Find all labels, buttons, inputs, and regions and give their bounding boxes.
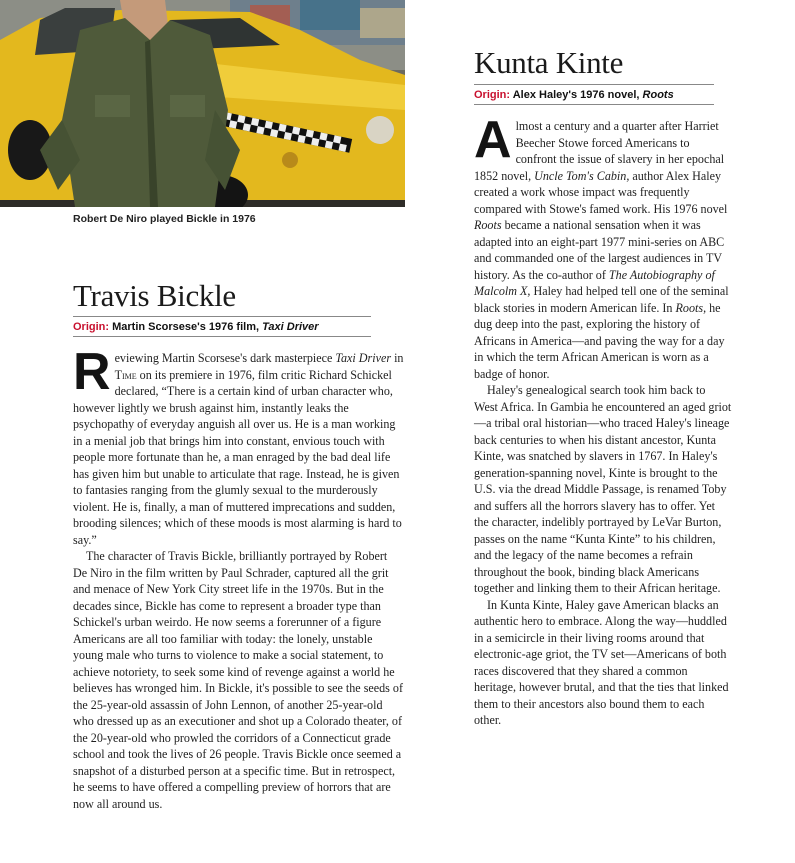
kunta-paragraph-1 (474, 111, 732, 382)
text-run: eviewing Martin Scorsese's dark masterpiece (114, 351, 333, 365)
travis-paragraph-2: The character of Travis Bickle, brilliantly portrayed by Robert De Niro in the film written by Paul Schrader, captured all the grit and menace of New York City street life in the 1970s. But in the decades since, Bickle has come to represent a broader type than Schickel's urban weirdo. He now seems a forerunner of a figure Americans are all too familiar with today: the lonely, unstable young male who turns to violence to make a social statement, to achieve notoriety, to seek some kind of revenge against a world he believes has wronged him. In Bickle, it's possible to see the seeds of the 25-year-old assassin of John Lennon, of another 25-year-old who dressed up as an executioner and shot up a Colorado theater, of the 20-year-old who prowled the corridors of a Connecticut grade school and took the lives of 26 people. Travis Bickle once seemed a snapshot of a disturbed person at a specific time. But in retrospect, he seems to have offered a compelling preview of horrors that are now all around us. (73, 549, 403, 811)
book-title: Roots (474, 218, 502, 232)
text-run: in (394, 351, 404, 365)
travis-paragraph-1 (73, 343, 404, 548)
origin-label: Origin: (474, 89, 511, 101)
kunta-title-rule (474, 84, 714, 85)
text-run: on its premiere in 1976, film critic Richard Schickel declared, “There is a certain kind of urban character who, however lightly we brush against him, instantly leaks the psychopathy of everyday anguish all over us. He is a man working in a menial job that brings him into constant, envious touch with people more fortunate than he, a man enraged by the bad deal life has given him but unable to articulate that rage. Instead, he is given to fantasies ranging from the glumly sexual to the murderously violent. He is, finally, a man of muttered imprecations and sudden, brooding silences; which of these moods is most alarming is hard to say.” (73, 367, 402, 547)
origin-source: Alex Haley's 1976 novel, (512, 89, 640, 101)
travis-title-rule (73, 316, 371, 317)
photo-illustration (0, 0, 405, 207)
travis-title: Travis Bickle (73, 278, 236, 313)
text-run: author Alex Haley created a work whose impact was frequently compared with Stowe's famed work. His 1976 novel (474, 168, 728, 216)
origin-source: Martin Scorsese's 1976 film, (112, 321, 260, 333)
dropcap: R (73, 343, 111, 401)
text-run: he dug deep into the past, exploring the history of Africans in America—and paving the way for a day in which the term African American is worn as a badge of honor. (474, 300, 725, 381)
travis-origin (73, 318, 319, 333)
kunta-paragraph-2: Haley's genealogical search took him back to West Africa. In Gambia he encountered an aged griot—a tribal oral historian—who traced Haley's lineage back centuries to when his distant ancestor, Kunta Kinte, was snatched by slavers in 1767. In Haley's generation-spanning novel, Kinte is brought to the U.S. via the dread Middle Passage, is renamed Toby and suffers all the horrors slavery has to offer. Yet the character, indelibly portrayed by LeVar Burton, passes on the name “Kunta Kinte” to his children, and the legacy of the name becomes a refrain throughout the book, binding black Americans together and linking them to their African heritage. (474, 383, 732, 595)
film-title: Taxi Driver (335, 351, 392, 365)
travis-origin-rule (73, 336, 371, 337)
kunta-body (474, 111, 732, 729)
book-title: Uncle Tom's Cabin, (534, 168, 630, 183)
kunta-origin (474, 86, 674, 101)
kunta-title: Kunta Kinte (474, 45, 624, 80)
photo-de-niro-taxi (0, 0, 405, 207)
book-title: Roots, (675, 300, 707, 315)
origin-label: Origin: (73, 321, 110, 333)
magazine-name: Time (114, 367, 137, 382)
kunta-origin-rule (474, 104, 714, 105)
dropcap: A (474, 111, 512, 169)
origin-work: Roots (642, 89, 674, 101)
kunta-paragraph-3: In Kunta Kinte, Haley gave American blacks an authentic hero to embrace. Along the way—huddled in a semicircle in their living rooms around that electronic-age griot, the TV set—Americans of both races discovered that they shared a common heritage, however brutal, and that the ties that linked them to their ancestors also bound them to each other. (474, 597, 729, 727)
text-run: became a national sensation when it was adapted into an eight-part 1977 mini-series on ABC and commanded one of the largest audiences in TV history. As the co-author of (474, 218, 725, 282)
book-title: The Autobiography of Malcolm X, (474, 267, 715, 298)
text-run: Haley had helped tell one of the seminal black stories in modern American life. In (474, 284, 729, 315)
photo-caption: Robert De Niro played Bickle in 1976 (73, 213, 256, 225)
origin-work: Taxi Driver (262, 321, 319, 333)
travis-body (73, 343, 404, 812)
text-run: lmost a century and a quarter after Harriet Beecher Stowe forced Americans to confront the issue of slavery in her epochal 1852 novel, (474, 119, 725, 183)
